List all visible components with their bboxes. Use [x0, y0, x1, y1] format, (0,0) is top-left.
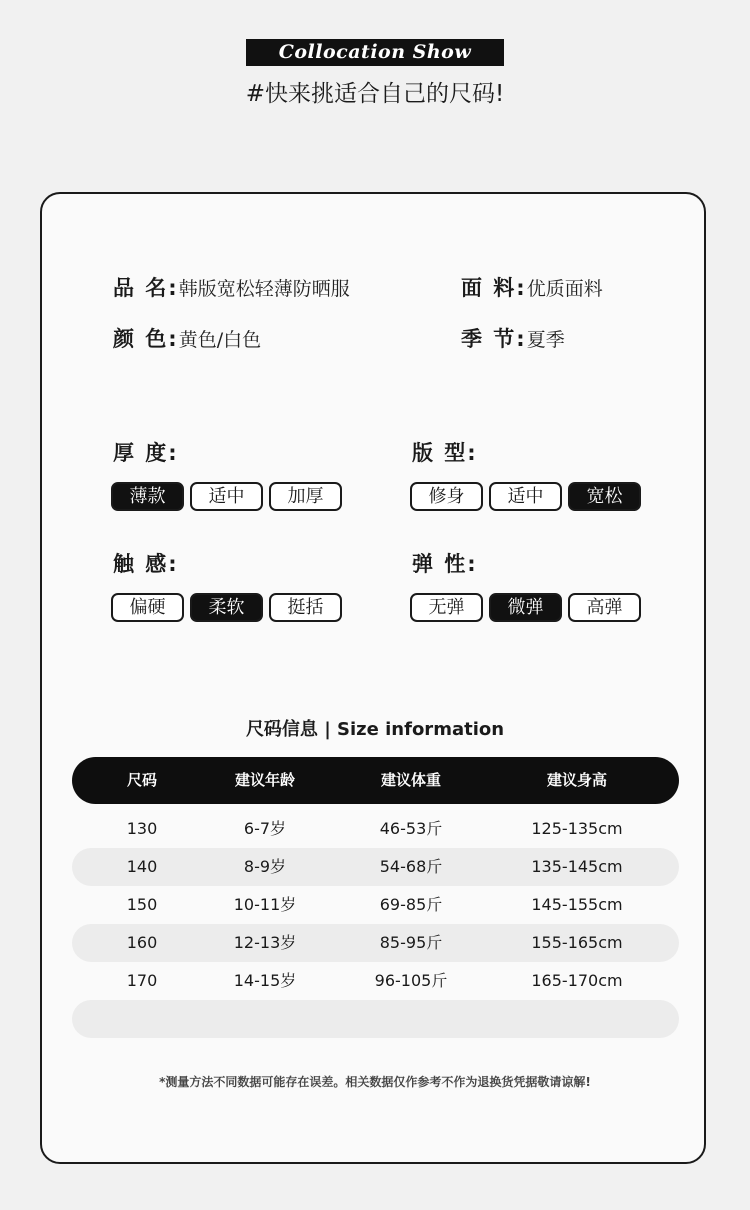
cell-height: 155-165cm — [531, 933, 623, 952]
thickness-option-thin: 薄款 — [111, 482, 184, 511]
table-row — [72, 962, 679, 1000]
cell-age: 14-15岁 — [233, 971, 297, 990]
cell-size: 160 — [126, 933, 158, 952]
cell-age: 8-9岁 — [243, 857, 287, 876]
disclaimer-note: *测量方法不同数据可能存在误差。相关数据仅作参考不作为退换货凭据敬请谅解! — [159, 1075, 591, 1089]
touch-option-soft: 柔软 — [190, 593, 263, 622]
cell-weight: 54-68斤 — [379, 857, 443, 876]
thickness-options — [111, 482, 342, 511]
elasticity-option-high: 高弹 — [568, 593, 641, 622]
elasticity-title: 弹 性: — [412, 552, 478, 576]
fit-option-loose: 宽松 — [568, 482, 641, 511]
product-name-value: 韩版宽松轻薄防晒服 — [178, 278, 350, 300]
table-row — [72, 886, 679, 924]
cell-size: 150 — [126, 895, 158, 914]
cell-height: 165-170cm — [531, 971, 623, 990]
cell-weight: 96-105斤 — [374, 971, 448, 990]
product-name-row — [113, 274, 350, 303]
cell-age: 10-11岁 — [233, 895, 297, 914]
elasticity-option-none: 无弹 — [410, 593, 483, 622]
season-row — [461, 325, 565, 354]
cell-size: 130 — [126, 819, 158, 838]
elasticity-options — [410, 593, 641, 622]
header-height: 建议身高 — [546, 771, 607, 789]
touch-option-crisp: 挺括 — [269, 593, 342, 622]
cell-age: 6-7岁 — [243, 819, 287, 838]
table-row-empty — [72, 1000, 679, 1038]
touch-option-stiff: 偏硬 — [111, 593, 184, 622]
fabric-label: 面 料: — [461, 276, 527, 300]
color-label: 颜 色: — [113, 327, 179, 351]
fabric-row — [461, 274, 603, 303]
cell-age: 12-13岁 — [233, 933, 297, 952]
header-size: 尺码 — [126, 771, 157, 789]
size-table-title: 尺码信息 | Size information — [245, 719, 505, 740]
table-row — [72, 810, 679, 848]
cell-height: 125-135cm — [531, 819, 623, 838]
color-row — [113, 325, 261, 354]
fabric-value: 优质面料 — [526, 278, 603, 300]
cell-size: 140 — [126, 857, 158, 876]
collocation-show-banner: Collocation Show — [246, 39, 504, 66]
cell-height: 145-155cm — [531, 895, 623, 914]
season-value: 夏季 — [526, 329, 565, 351]
touch-options — [111, 593, 342, 622]
thickness-title: 厚 度: — [113, 441, 179, 465]
season-label: 季 节: — [461, 327, 527, 351]
color-value: 黄色/白色 — [178, 329, 262, 351]
thickness-option-medium: 适中 — [190, 482, 263, 511]
cell-size: 170 — [126, 971, 158, 990]
fit-option-regular: 适中 — [489, 482, 562, 511]
cell-weight: 46-53斤 — [379, 819, 443, 838]
fit-option-slim: 修身 — [410, 482, 483, 511]
table-row — [72, 848, 679, 886]
header-weight: 建议体重 — [380, 771, 441, 789]
touch-title: 触 感: — [113, 552, 179, 576]
header-age: 建议年龄 — [234, 771, 295, 789]
elasticity-option-slight: 微弹 — [489, 593, 562, 622]
size-table-header — [72, 757, 679, 804]
thickness-option-thick: 加厚 — [269, 482, 342, 511]
fit-title: 版 型: — [412, 441, 478, 465]
fit-options — [410, 482, 641, 511]
cell-height: 135-145cm — [531, 857, 623, 876]
size-tagline: #快来挑适合自己的尺码! — [245, 81, 505, 107]
product-name-label: 品 名: — [113, 276, 179, 300]
cell-weight: 85-95斤 — [379, 933, 443, 952]
table-row — [72, 924, 679, 962]
cell-weight: 69-85斤 — [379, 895, 443, 914]
